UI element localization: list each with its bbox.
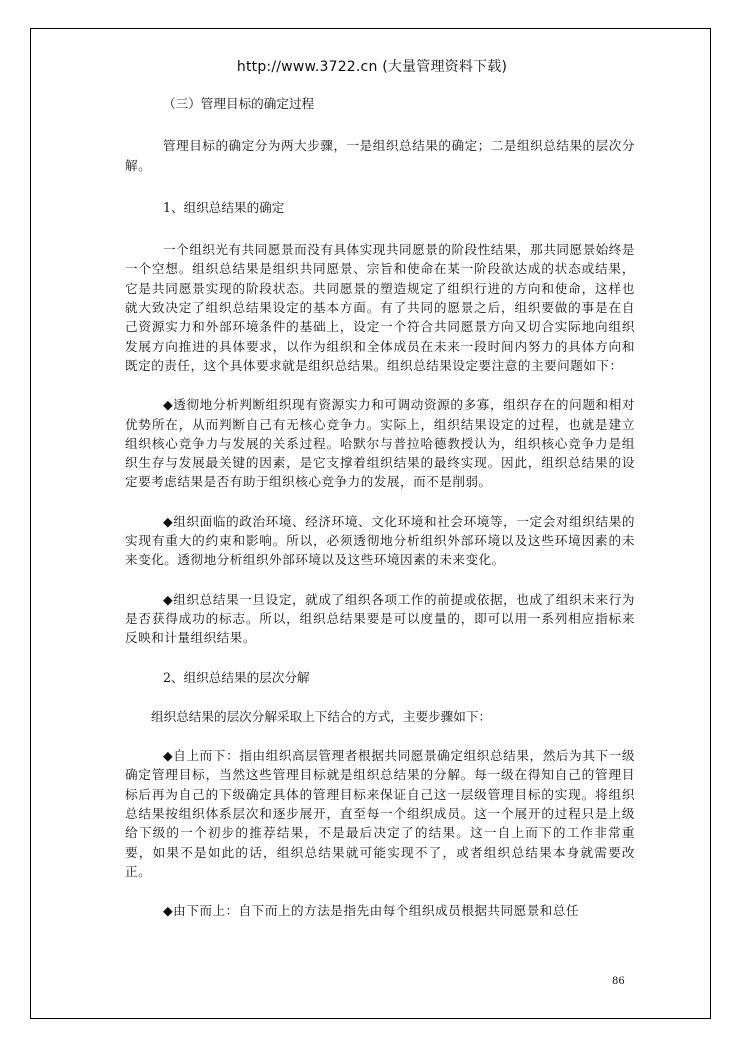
page-number: 86 <box>612 976 625 987</box>
section-title: （三）管理目标的确定过程 <box>163 96 315 111</box>
subsection-2-title: 2、组织总结果的层次分解 <box>163 669 310 685</box>
subsection-1-title: 1、组织总结果的确定 <box>163 199 285 215</box>
header-note: (大量管理资料下载) <box>382 59 508 75</box>
subsection-2-intro: 组织总结果的层次分解采取上下结合的方式，主要步骤如下： <box>151 708 492 724</box>
document-body <box>125 94 635 921</box>
header-url[interactable]: http://www.3722.cn <box>236 59 378 75</box>
bullet-paragraph: ◆自上而下：指由组织高层管理者根据共同愿景确定组织总结果，然后为其下一级确定管理目标，当然这些管理目标就是组织总结果的分解。每一级在得知自己的管理目标后再为自己的下级确定具体的管理目标来保证自己这一层级管理目标的实现。将组织总结果按组织体系层次和逐步展开，直至每一个组织成员。这一个展开的过程只是上级给下级的一个初步的推荐结果，不是最后决定了的结果。这一自上而下的工作非常重要，如果不是如此的话，组织总结果就可能实现不了，或者组织总结果本身就需要改正。 <box>125 748 635 879</box>
section-intro: 管理目标的确定分为两大步骤，一是组织总结果的确定；二是组织总结果的层次分解。 <box>125 138 635 173</box>
bullet-paragraph: ◆由下而上：自下而上的方法是指先由每个组织成员根据共同愿景和总任 <box>163 903 580 919</box>
subsection-1-body: 一个组织光有共同愿景而没有具体实现共同愿景的阶段性结果，那共同愿景始终是一个空想。组织总结果是组织共同愿景、宗旨和使命在某一阶段欲达成的状态或结果，它是共同愿景实现的阶段状态。共同愿景的塑造规定了组织行进的方向和使命，这样也就大致决定了组织总结果设定的基本方面。有了共同的愿景之后，组织要做的事是在自己资源实力和外部环境条件的基础上，设定一个符合共同愿景方向又切合实际地向组织发展方向推进的具体要求，以作为组织和全体成员在未来一段时间内努力的具体方向和既定的责任，这个具体要求就是组织总结果。组织总结果设定要注意的主要问题如下： <box>125 242 635 373</box>
bullet-paragraph: ◆组织面临的政治环境、经济环境、文化环境和社会环境等，一定会对组织结果的实现有重大的约束和影响。所以，必须透彻地分析组织外部环境以及这些环境因素的未来变化。透彻地分析组织外部环境以及这些环境因素的未来变化。 <box>125 513 635 568</box>
bullet-paragraph: ◆透彻地分析判断组织现有资源实力和可调动资源的多寡，组织存在的问题和相对优势所在，从而判断自己有无核心竞争力。实际上，组织结果设定的过程，也就是建立组织核心竞争力与发展的关系过程。哈默尔与普拉哈德教授认为，组织核心竞争力是组织生存与发展最关键的因素，是它支撑着组织结果的最终实现。因此，组织总结果的设定要考虑结果是否有助于组织核心竞争力的发展，而不是削弱。 <box>125 397 635 490</box>
page-header <box>0 56 744 76</box>
bullet-paragraph: ◆组织总结果一旦设定，就成了组织各项工作的前提或依据，也成了组织未来行为是否获得成功的标志。所以，组织总结果要是可以度量的，即可以用一系列相应指标来反映和计量组织结果。 <box>125 591 635 646</box>
